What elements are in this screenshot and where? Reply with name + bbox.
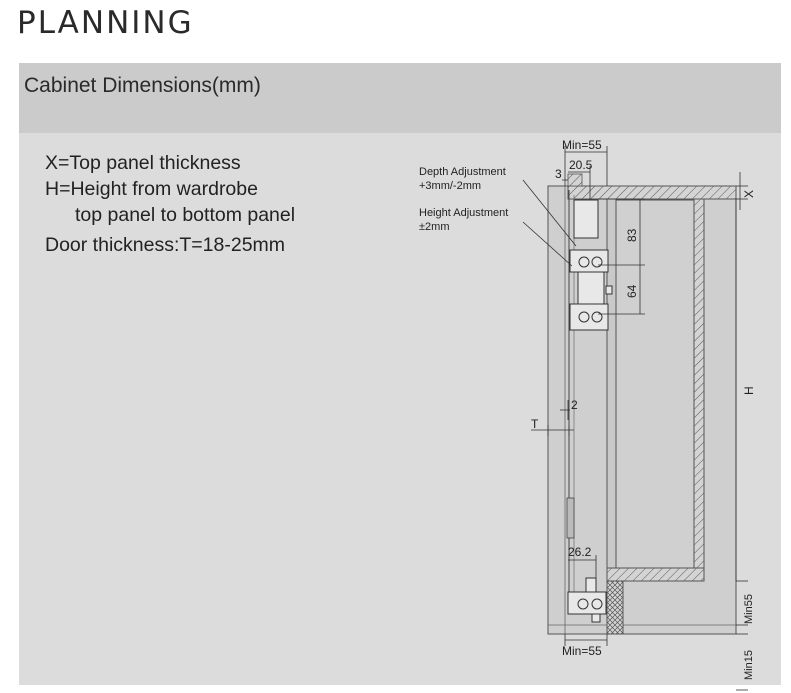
- bottom-crosshatch: [607, 581, 623, 634]
- label-depth-adjustment: Depth Adjustment: [419, 166, 506, 178]
- right-panel-hatch: [694, 199, 704, 569]
- label-x: X: [742, 189, 756, 198]
- label-h: H: [742, 386, 756, 395]
- label-depth-range: +3mm/-2mm: [419, 180, 482, 192]
- label-t: T: [531, 417, 539, 431]
- section-title: Cabinet Dimensions(mm): [24, 74, 261, 97]
- label-height-adjustment: Height Adjustment: [419, 207, 509, 219]
- legend-x: X=Top panel thickness: [45, 152, 241, 174]
- legend-door: Door thickness:T=18-25mm: [45, 234, 286, 256]
- label-26-2: 26.2: [568, 545, 592, 559]
- label-20-5: 20.5: [569, 158, 593, 172]
- label-min55-right: Min55: [743, 594, 755, 624]
- label-3: 3: [555, 167, 562, 181]
- label-min-bottom: Min=55: [562, 644, 602, 658]
- legend-h-line1: H=Height from wardrobe: [45, 178, 258, 200]
- label-2: 2: [571, 398, 578, 412]
- label-height-range: ±2mm: [419, 221, 450, 233]
- page-heading: PLANNING: [17, 5, 194, 41]
- top-panel-hatch: [568, 186, 736, 199]
- legend-h-line2: top panel to bottom panel: [75, 204, 296, 226]
- label-64: 64: [625, 284, 639, 298]
- top-left-hatch: [568, 174, 582, 186]
- label-min15: Min15: [743, 650, 755, 680]
- bottom-panel-hatch: [607, 568, 704, 581]
- label-83: 83: [625, 228, 639, 242]
- inner-frame: [607, 186, 704, 581]
- label-min-top: Min=55: [562, 138, 602, 152]
